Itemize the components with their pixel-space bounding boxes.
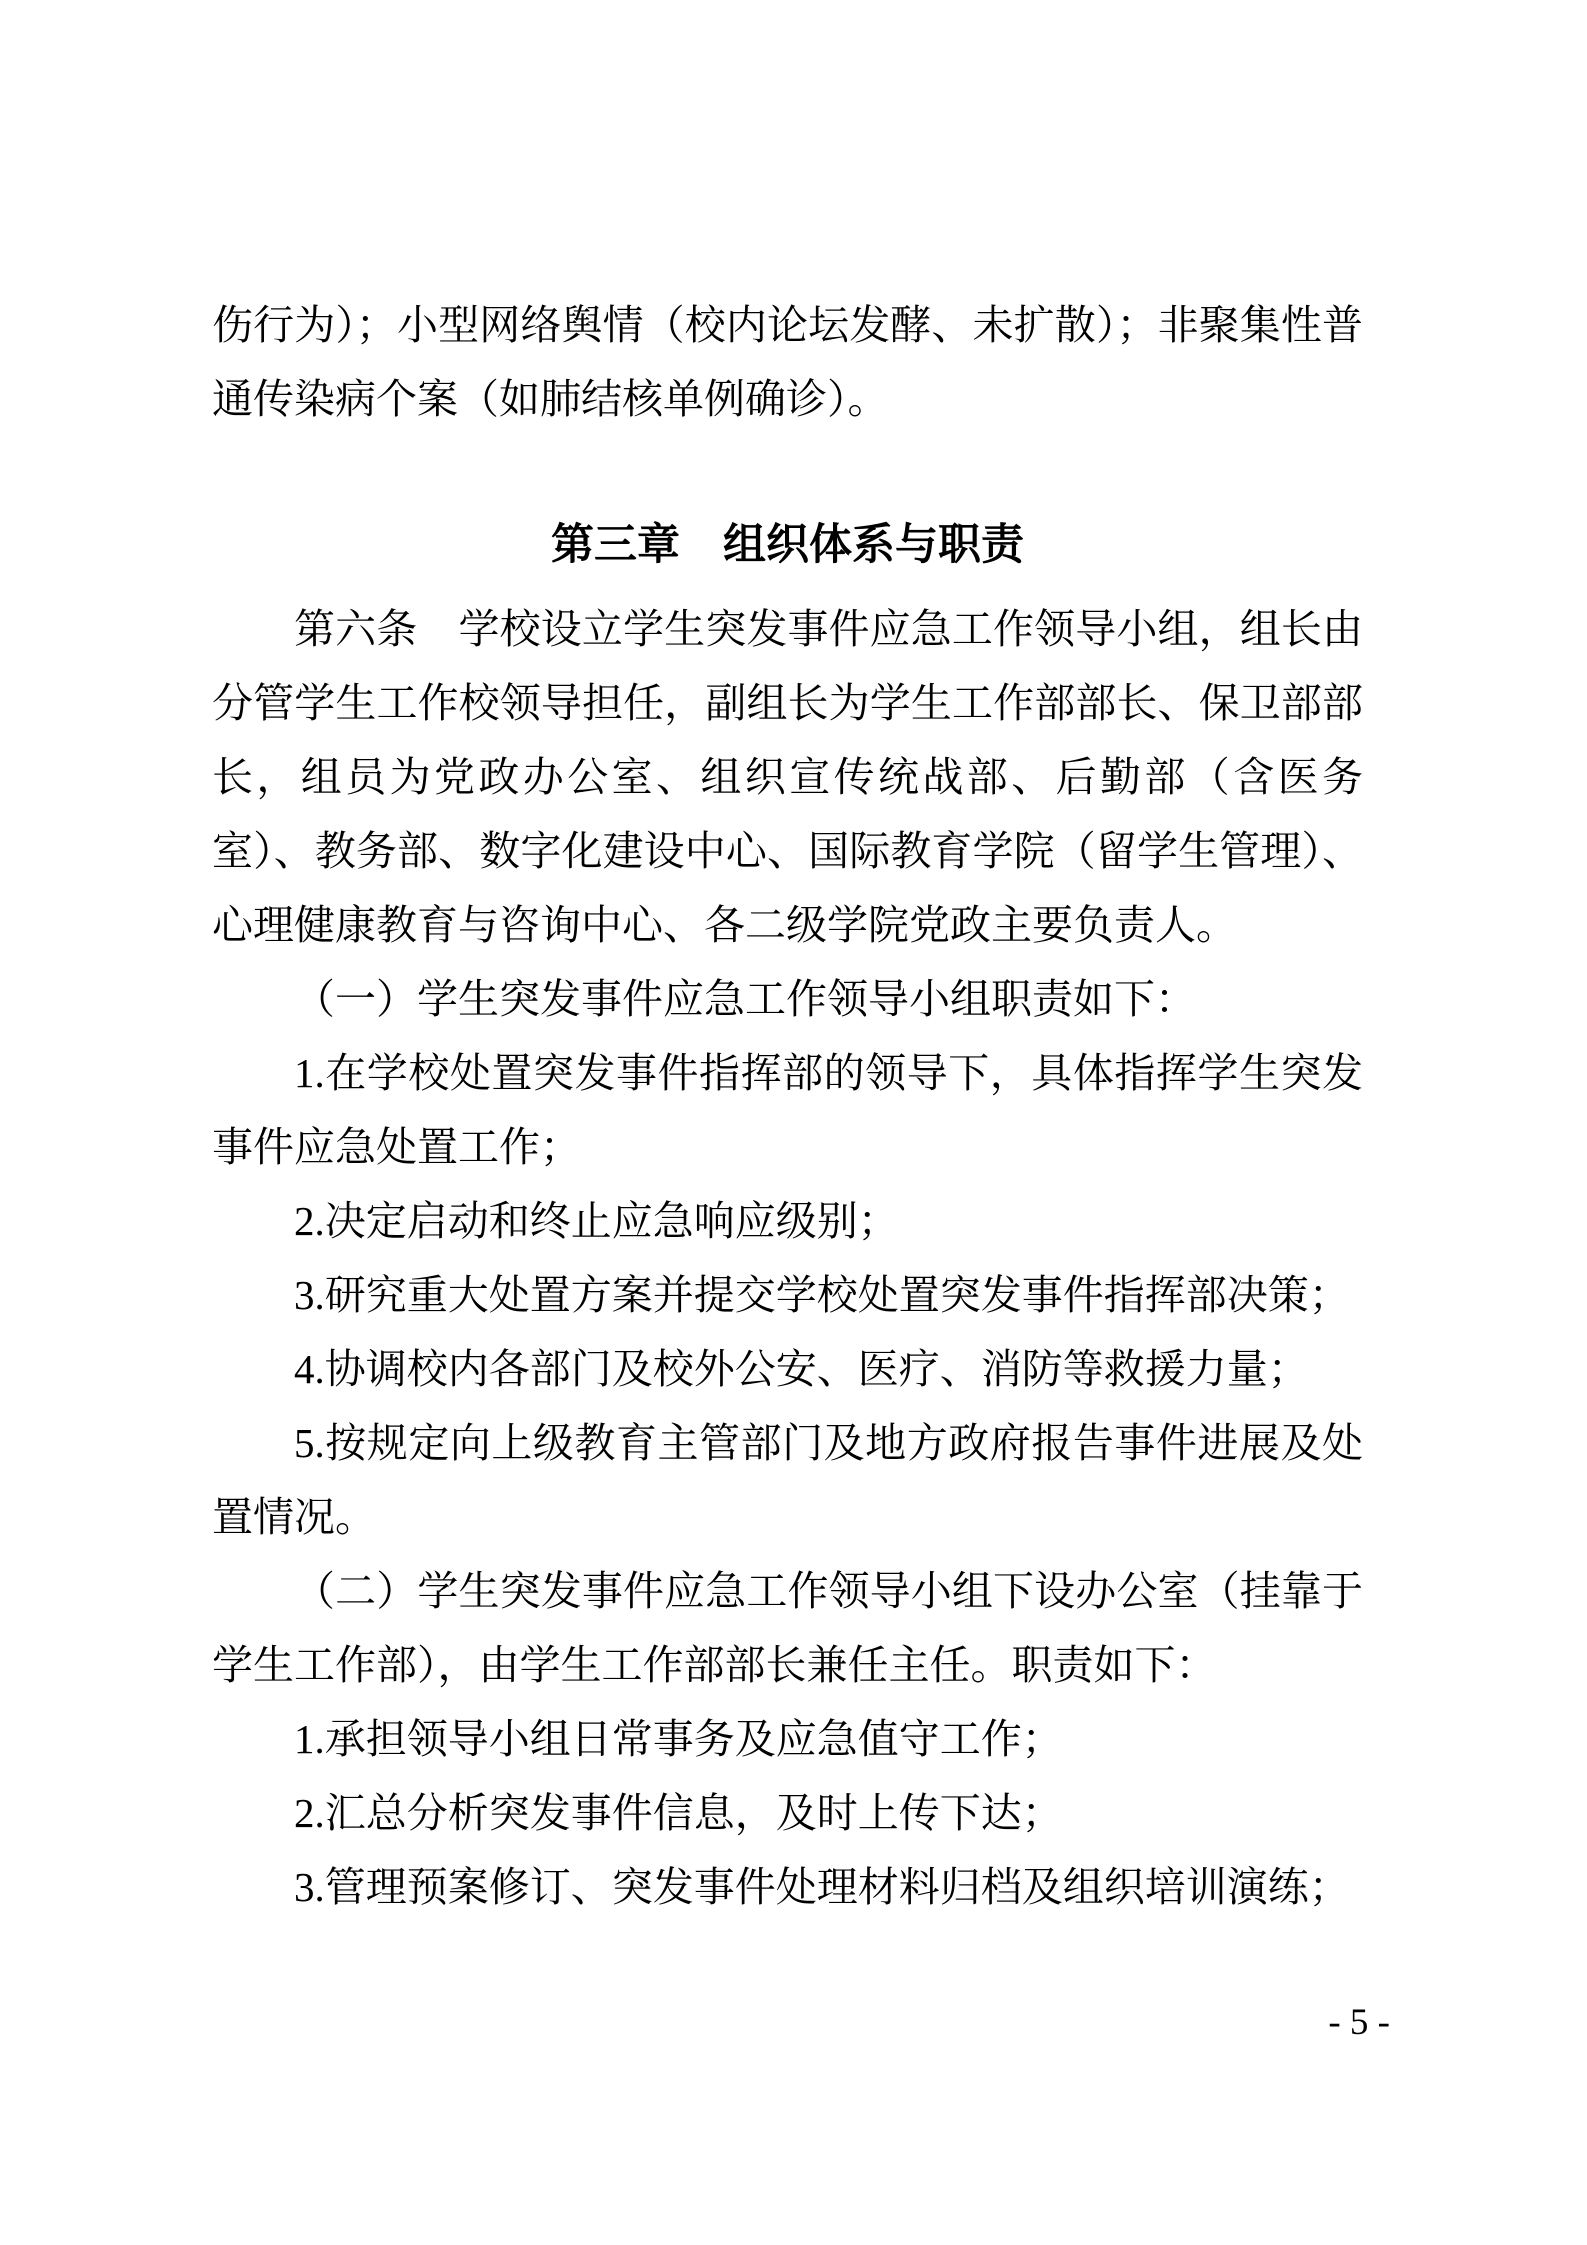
section-1-item-3: 3.研究重大处置方案并提交学校处置突发事件指挥部决策； bbox=[294, 1272, 1350, 1318]
section-2-item-1: 1.承担领导小组日常事务及应急值守工作； bbox=[294, 1716, 1063, 1762]
section-2-item-3: 3.管理预案修订、突发事件处理材料归档及组织培训演练； bbox=[294, 1864, 1350, 1910]
section-1-item-1: 1.在学校处置突发事件指挥部的领导下，具体指挥学生突发事件应急处置工作； bbox=[212, 1050, 1363, 1170]
section-2-item-2: 2.汇总分析突发事件信息，及时上传下达； bbox=[294, 1790, 1063, 1836]
chapter-heading: 第三章 组织体系与职责 bbox=[551, 521, 1024, 569]
section-1-item-4: 4.协调校内各部门及校外公安、医疗、消防等救援力量； bbox=[294, 1346, 1309, 1392]
article-6-paragraph: 第六条 学校设立学生突发事件应急工作领导小组，组长由分管学生工作校领导担任，副组长为学生工作部部长、保卫部部长，组员为党政办公室、组织宣传统战部、后勤部（含医务室）、教务部、数字化建设中心、国际教育学院（留学生管理）、心理健康教育与咨询中心、各二级学院党政主要负责人。 bbox=[212, 606, 1363, 948]
text-block bbox=[212, 288, 1363, 1924]
section-2-heading: （二）学生突发事件应急工作领导小组下设办公室（挂靠于学生工作部），由学生工作部部长兼任主任。职责如下： bbox=[212, 1568, 1363, 1688]
section-1-heading: （一）学生突发事件应急工作领导小组职责如下： bbox=[294, 976, 1196, 1022]
continuation-paragraph: 伤行为）；小型网络舆情（校内论坛发酵、未扩散）；非聚集性普通传染病个案（如肺结核单例确诊）。 bbox=[212, 302, 1363, 422]
section-1-item-2: 2.决定启动和终止应急响应级别； bbox=[294, 1198, 899, 1244]
section-1-item-5: 5.按规定向上级教育主管部门及地方政府报告事件进展及处置情况。 bbox=[212, 1420, 1363, 1540]
page-number: - 5 - bbox=[1328, 2002, 1390, 2043]
